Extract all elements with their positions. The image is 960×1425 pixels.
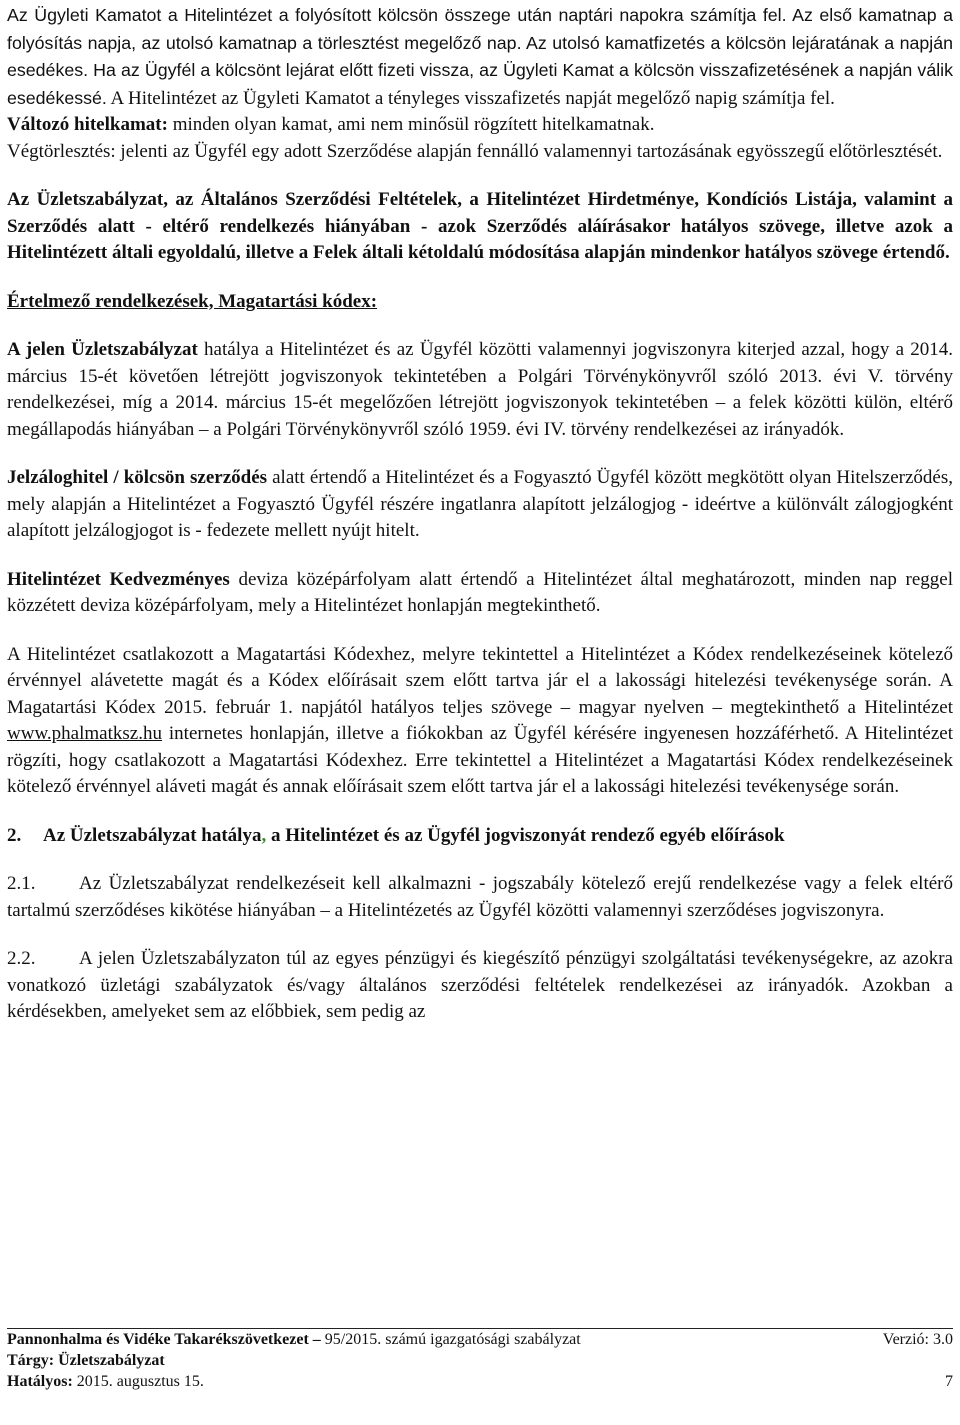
section-2-title-b: a Hitelintézet és az Ügyfél jogviszonyát rendező egyéb előírások	[270, 824, 785, 846]
item-2-1-text: Az Üzletszabályzat rendelkezéseit kell alkalmazni - jogszabály kötelező erejű rendelkezése vagy a felek eltérő tartalmú szerződéses kikötése hiányában – a Hitelintézetés az Ügyfél közötti valamennyi szerződéses jogviszonyra.	[7, 873, 953, 921]
valtozo-definition	[7, 112, 953, 139]
footer-version: Verzió: 3.0	[882, 1331, 953, 1348]
item-2-2-number: 2.2.	[7, 948, 36, 969]
footer-effective-label: Hatályos:	[7, 1373, 73, 1390]
item-2-1	[7, 871, 953, 924]
magatartasi-paragraph	[7, 642, 953, 801]
vegtorlesztes-definition: Végtörlesztés: jelenti az Ügyfél egy adott Szerződése alapján fennálló valamennyi tartozásának egyösszegű előtörlesztését.	[7, 140, 943, 162]
kedvezmenyes-text: deviza középárfolyam alatt értendő a Hitelintézet által meghatározott, minden nap reggel közzétett deviza középárfolyam, mely a Hitelintézet honlapján megtekinthető.	[7, 568, 954, 616]
document-body	[7, 2, 953, 1026]
jelen-term: A jelen Üzletszabályzat	[7, 339, 198, 360]
valtozo-text: minden olyan kamat, ami nem minősül rögzített hitelkamatnak.	[172, 114, 655, 135]
kedvezmenyes-paragraph	[7, 567, 953, 620]
kedvezmenyes-term: Hitelintézet Kedvezményes	[7, 568, 230, 590]
section-2-heading	[7, 823, 953, 850]
section-2-number: 2.	[7, 824, 22, 846]
valtozo-term: Változó hitelkamat:	[7, 114, 168, 135]
website-link[interactable]: www.phalmatksz.hu	[7, 723, 162, 744]
footer-effective-date: 2015. augusztus 15.	[76, 1373, 204, 1390]
jelen-paragraph	[7, 337, 953, 443]
section-heading: Értelmező rendelkezések, Magatartási kódex:	[7, 290, 378, 312]
footer-effective	[7, 1371, 204, 1392]
jelzalog-text: alatt értendő a Hitelintézet és a Fogyasztó Ügyfél között megkötött olyan Hitelszerződés, mely alapján a Hitelintézet a Fogyasztó Ügyfél részére ingatlanra alapított jelzálogjog - ideértve a különvált zálogjogként alapított jelzálogjogot is - fedezete mellett nyújt hitelt.	[7, 467, 953, 541]
jelzalog-paragraph	[7, 465, 953, 545]
page-number: 7	[945, 1373, 953, 1390]
magatartasi-text-2: internetes honlapján, illetve a fiókokban az Ügyfél kérésére ingyenesen hozzáférhető. A Hitelintézet rögzíti, hogy csatlakozott a Magatartási Kódexhez. Erre tekintettel a Hitelintézet a Magatartási Kódex rendelkezéseinek kötelező érvénnyel aláveti magát és annak előírásait szem előtt tartva jár el a lakossági hitelezési tevékenysége során.	[7, 723, 953, 797]
jelen-text: hatálya a Hitelintézet és az Ügyfél közötti valamennyi jogviszonyra kiterjed azzal, hogy a 2014. március 15-ét követően létrejött jogviszonyok tekintetében a Polgári Törvénykönyvről szóló 2013. évi V. törvény rendelkezései, míg a 2014. március 15-ét megelőzően létrejött jogviszonyok tekintetében – a felek közötti külön, eltérő megállapodás hiányában – a Polgári Törvénykönyvről szóló 1959. évi IV. törvény rendelkezései az irányadók.	[7, 339, 953, 440]
magatartasi-text-1: A Hitelintézet csatlakozott a Magatartási Kódexhez, melyre tekintettel a Hitelintézet a Kódex rendelkezéseinek kötelező érvénnyel alávetette magát és a Kódex előírásait szem előtt tartva jár el a lakossági hitelezési tevékenysége során. A Magatartási Kódex 2015. február 1. napjától hatályos teljes szövege – magyar nyelven – megtekinthető a Hitelintézet	[7, 643, 953, 718]
item-2-2-text: A jelen Üzletszabályzaton túl az egyes pénzügyi és kiegészítő pénzügyi szolgáltatási tevékenységekre, az azokra vonatkozó üzletági szabályzatok és/vagy általános szerződési feltételek rendelkezései az irányadók. Azokban a kérdésekben, amelyeket sem az előbbiek, sem pedig az	[7, 948, 953, 1022]
scope-bold-paragraph: Az Üzletszabályzat, az Általános Szerződési Feltételek, a Hitelintézet Hirdetménye, Kondíciós Listája, valamint a Szerződés alatt - eltérő rendelkezés hiányában - azok Szerződés aláírásakor hatályos szövege, illetve azok a Hitelintézett általi egyoldalú, illetve a Felek általi kétoldalú módosítása alapján mindenkor hatályos szövege értendő.	[7, 189, 953, 263]
footer-org-doc	[7, 1329, 581, 1350]
intro-paragraph	[7, 2, 953, 112]
footer-subject: Tárgy: Üzletszabályzat	[7, 1352, 165, 1369]
section-2-title-a: Az Üzletszabályzat hatálya	[43, 824, 262, 846]
intro-text: Az Ügyleti Kamatot a Hitelintézet a folyósított kölcsön összege után naptári napokra számítja fel. Az első kamatnap a folyósítás napja, az utolsó kamatnap a törlesztést megelőző nap. Az utolsó kamatfizetés a kölcsön lejáratának a napján esedékes. Ha az Ügyfél a kölcsönt lejárat előtt fizeti vissza, az Ügyleti Kamat a kölcsön visszafizetésének a napján válik esedékessé.	[7, 5, 953, 108]
jelzalog-term: Jelzáloghitel / kölcsön szerződés	[7, 467, 268, 488]
section-2-title	[43, 823, 953, 850]
item-2-2	[7, 946, 953, 1026]
item-2-1-number: 2.1.	[7, 873, 36, 894]
footer-doc: 95/2015. számú igazgatósági szabályzat	[324, 1331, 581, 1348]
intro-tail: A Hitelintézet az Ügyleti Kamatot a tényleges visszafizetés napját megelőző napig számítja fel.	[110, 87, 835, 109]
section-2-comma: ,	[261, 824, 267, 846]
footer-org: Pannonhalma és Vidéke Takarékszövetkezet –	[7, 1331, 321, 1348]
page-footer	[7, 1329, 953, 1392]
